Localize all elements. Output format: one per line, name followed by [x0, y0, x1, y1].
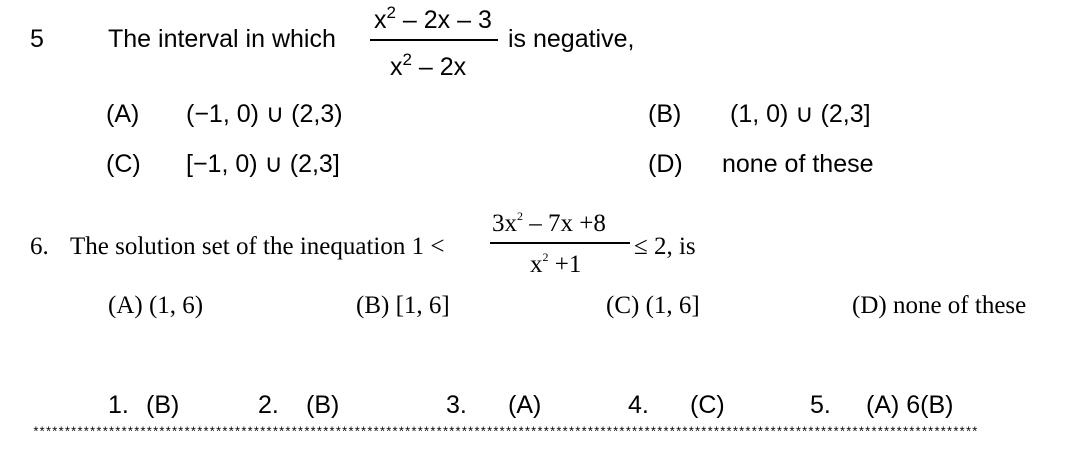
answer-1-number: 1.: [108, 391, 129, 419]
q5-option-d-label: (D): [648, 150, 683, 178]
q5-denominator: $x^2 - 2x$: [390, 50, 467, 81]
q5-option-b-text: (1, 0) ∪ (2,3]: [730, 100, 871, 128]
answer-5-value: (A) 6(B): [866, 391, 954, 419]
answer-1-value: (B): [146, 391, 180, 419]
q6-numerator: $3x^2 - 7x +8$: [492, 209, 606, 237]
question-5-stem-end: is negative,: [508, 25, 635, 53]
q6-option-d: (D) none of these: [852, 292, 1027, 319]
q5-option-d-text: none of these: [722, 150, 874, 178]
q6-denominator: $x^2 +1$: [530, 250, 582, 278]
question-6-number: 6.: [30, 233, 49, 260]
q5-numerator: $x^2 - 2x - 3$: [374, 3, 492, 34]
q5-option-c-text: [−1, 0) ∪ (2,3]: [186, 150, 340, 178]
answer-4-value: (C): [690, 391, 725, 419]
answer-3-value: (A): [508, 391, 542, 419]
question-5-stem: The interval in which: [108, 25, 336, 53]
answer-2-value: (B): [306, 391, 340, 419]
q5-option-a-text: (−1, 0) ∪ (2,3): [186, 100, 343, 128]
q6-option-b: (B) [1, 6]: [356, 292, 450, 319]
question-6-stem: The solution set of the inequation 1 <: [70, 233, 445, 260]
answer-2-number: 2.: [258, 391, 279, 419]
q5-option-c-label: (C): [106, 150, 141, 178]
q5-option-a-label: (A): [106, 100, 140, 128]
answer-5-number: 5.: [810, 391, 831, 419]
q6-option-a: (A) (1, 6): [108, 292, 204, 319]
answer-4-number: 4.: [628, 391, 649, 419]
q5-fraction-bar: [370, 39, 498, 41]
q6-fraction-bar: [490, 242, 630, 244]
question-6-tail: ≤ 2, is: [634, 233, 696, 260]
question-5-number: 5: [30, 25, 44, 53]
answer-3-number: 3.: [446, 391, 467, 419]
q6-option-c: (C) (1, 6]: [606, 292, 700, 319]
separator-line: ******************************************************************************************************************************************************: [32, 426, 978, 439]
q5-option-b-label: (B): [648, 100, 682, 128]
